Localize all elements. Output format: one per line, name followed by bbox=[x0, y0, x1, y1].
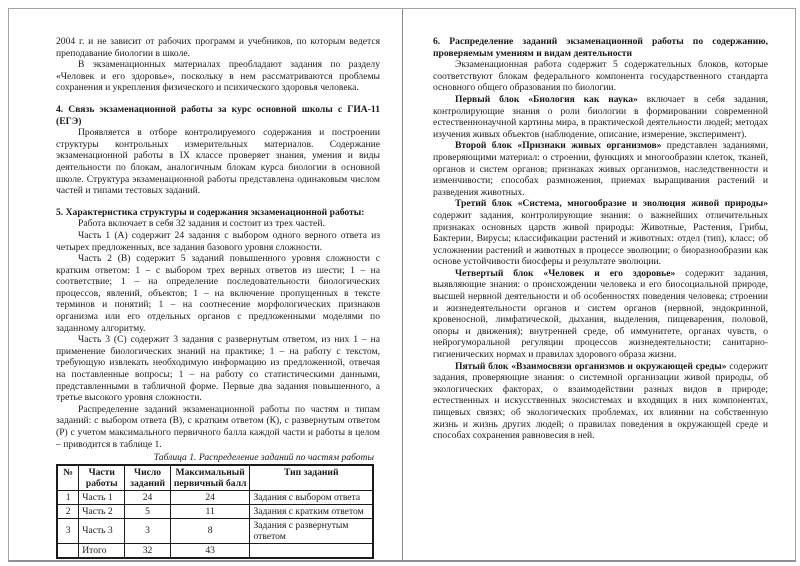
table-row-total bbox=[57, 543, 373, 558]
block-4-title: Четвертый блок «Человек и его здоровье» bbox=[455, 267, 676, 279]
paragraph-part-3: Часть 3 (С) содержит 3 задания с развернутым ответом, из них 1 – на применение биологических знаний на практике; 1 – на работу с текстом, требующую извлекать необходимую информацию из предложенной, отвечая на поставленные вопросы; 1 – на работу со статистическими данными, представленными в табличной форме. Первые два задания повышенного, а третье высокого уровня сложности. bbox=[56, 334, 380, 404]
header-parts: Части работы bbox=[79, 465, 125, 491]
cell-max-score: 8 bbox=[170, 518, 250, 543]
cell-max-score: 24 bbox=[170, 490, 250, 504]
table-caption: Таблица 1. Распределение заданий по частям работы bbox=[153, 452, 374, 464]
table-row bbox=[57, 490, 373, 504]
table-header-row bbox=[57, 465, 373, 491]
cell-part: Часть 1 bbox=[79, 490, 125, 504]
header-number: № bbox=[57, 465, 79, 491]
paragraph-block-3 bbox=[433, 198, 768, 268]
block-1-title: Первый блок «Биология как наука» bbox=[455, 93, 638, 105]
section-heading-5: 5. Характеристика структуры и содержания экзаменационной работы: bbox=[56, 206, 365, 218]
cell-part: Часть 2 bbox=[79, 504, 125, 518]
block-2-title: Второй блок «Признаки живых организмов» bbox=[455, 140, 662, 152]
paragraph-section-4: Проявляется в отборе контролируемого содержания и построении структуры контрольных измерительных материалов. Содержание экзаменационной работы в IX классе проверяет знания, умения и виды деятельности по блокам, аналогичным блокам курса биологии в основной школе. Структура экзаменационной работы представлена одинаковым числом частей и типами тестовых заданий. bbox=[56, 127, 380, 197]
block-1-text: включает в себя задания, контролирующие знания о роли биологии в формировании современной естественнонаучной картины мира, в практической деятельности людей; методах изучения живых объектов (наблюдение, описание, измерение, эксперимент). bbox=[433, 93, 768, 140]
cell-task-type: Задания с кратким ответом bbox=[250, 504, 373, 518]
cell-task-type: Задания с развернутым ответом bbox=[250, 518, 373, 543]
cell-number: 3 bbox=[57, 518, 79, 543]
section-heading-6: 6. Распределение заданий экзаменационной работы по содержанию, проверяемым умениям и видам деятельности bbox=[433, 36, 768, 59]
section-heading-4: 4. Связь экзаменационной работы за курс основной школы с ГИА-11 (ЕГЭ) bbox=[56, 103, 380, 127]
block-3-title: Третий блок «Система, многообразие и эволюция живой природы» bbox=[455, 198, 768, 210]
cell-number: 1 bbox=[57, 490, 79, 504]
cell-max-score: 11 bbox=[170, 504, 250, 518]
cell-total-label: Итого bbox=[79, 543, 125, 558]
header-task-type: Тип заданий bbox=[250, 465, 373, 491]
paragraph-block-2 bbox=[433, 140, 768, 198]
paragraph-distribution: Распределение заданий экзаменационной работы по частям и типам заданий: с выбором ответа (В), с кратким ответом (К), с развернутым ответом (Р) с учетом максимального первичного балла каждой части и работы в целом – приводится в таблице 1. bbox=[56, 403, 380, 450]
block-5-text: содержит задания, проверяющие знания: о системной организации живой природы, об экологических факторах, о взаимодействии разных видов в природе; естественных и искусственных экосистемах и входящих в них компонентах, пищевых связях; об экологических проблемах, их влиянии на собственную жизнь и жизнь других людей; о правилах поведения в окружающей среде и способах сохранения равновесия в ней. bbox=[433, 360, 768, 442]
table-section bbox=[56, 452, 374, 559]
paragraph-part-1: Часть 1 (А) содержит 24 задания с выбором одного верного ответа из четырех предложенных, все задания базового уровня сложности. bbox=[56, 229, 380, 253]
paragraph-section-6-intro: Экзаменационная работа содержит 5 содержательных блоков, которые соответствуют блокам федерального компонента государственного стандарта основного общего образования по биологии. bbox=[433, 59, 768, 94]
header-task-count: Число заданий bbox=[125, 465, 171, 491]
right-column bbox=[433, 36, 768, 442]
block-2-text: представлен заданиями, проверяющими материал: о строении, функциях и многообразии клеток, тканей, органов и систем органов; признаках живых организмов, наследственности и изменчивости; способах размножения, приемах выращивания растений и разведения животных. bbox=[433, 140, 768, 198]
cell-task-count: 24 bbox=[125, 490, 171, 504]
paragraph-block-5 bbox=[433, 361, 768, 442]
paragraph-block-4 bbox=[433, 268, 768, 361]
paragraph-part-2: Часть 2 (В) содержит 5 заданий повышенного уровня сложности с кратким ответом: 1 – с выбором трех верных ответов из шести; 1 – на соответствие; 1 – на определение последовательности биологических процессов, явлений, объектов; 1 – на включение пропущенных в тексте терминов и понятий; 1 – на соотнесение морфологических признаков организма или его отдельных органов с предложенными моделями по заданному алгоритму. bbox=[56, 253, 380, 334]
cell-number: 2 bbox=[57, 504, 79, 518]
cell-task-type: Задания с выбором ответа bbox=[250, 490, 373, 504]
paragraph-continuation: 2004 г. и не зависит от рабочих программ и учебников, по которым ведется преподавание биологии в школе. bbox=[56, 36, 380, 59]
block-5-title: Пятый блок «Взаимосвязи организмов и окружающей среды» bbox=[455, 360, 727, 372]
block-4-text: содержит задания, выявляющие знания: о происхождении человека и его биосоциальной природе, высшей нервной деятельности и об особенностях поведения человека; строении и жизнедеятельности органов и систем органов (нервной, эндокринной, кровеносной, лимфатической, дыхания, выделения, пищеварения, половой, опоры и движения); внутренней среде, об иммунитете, органах чувств, о нейрогуморальной регуляции процессов жизнедеятельности; санитарно-гигиенических нормах и правилах здорового образа жизни. bbox=[433, 267, 768, 361]
cell-task-count-total: 32 bbox=[125, 543, 171, 558]
table-row bbox=[57, 504, 373, 518]
paragraph-block-1 bbox=[433, 94, 768, 140]
cell-number bbox=[57, 543, 79, 558]
cell-task-count: 5 bbox=[125, 504, 171, 518]
paragraph-exam-materials: В экзаменационных материалах преобладают задания по разделу «Человек и его здоровье», поскольку в нем рассматриваются проблемы сохранения и укрепления физического и психического здоровья человека. bbox=[56, 59, 380, 94]
cell-max-score-total: 43 bbox=[170, 543, 250, 558]
block-3-text: содержит задания, контролирующие знания: о важнейших отличительных признаках основных царств живой природы: Животные, Растения, Грибы, Бактерии, Вирусы; классификации растений и животных: отдел (тип), класс; об усложнении растений и животных в процессе эволюции; о биоразнообразии как основе устойчивости биосферы и результате эволюции. bbox=[433, 209, 768, 268]
header-max-score: Максимальный первичный балл bbox=[170, 465, 250, 491]
task-distribution-table bbox=[56, 464, 374, 559]
left-column bbox=[56, 36, 380, 559]
table-row bbox=[57, 518, 373, 543]
column-divider bbox=[402, 9, 403, 560]
cell-task-type bbox=[250, 543, 373, 558]
cell-task-count: 3 bbox=[125, 518, 171, 543]
cell-part: Часть 3 bbox=[79, 518, 125, 543]
paragraph-structure-overview: Работа включает в себя 32 задания и состоит из трех частей. bbox=[78, 218, 325, 230]
